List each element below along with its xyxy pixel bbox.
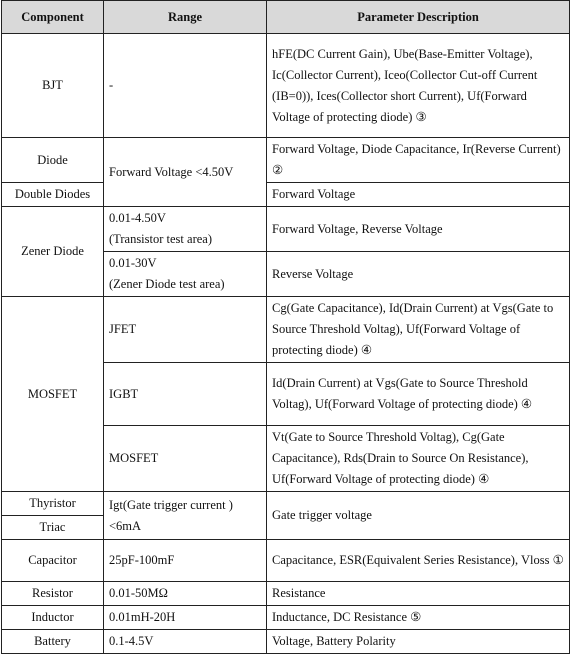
table-row (2, 207, 570, 252)
description-cell: Inductance, DC Resistance ⑤ (267, 606, 570, 630)
range-note: (Transistor test area) (109, 232, 212, 246)
description-cell: Cg(Gate Capacitance), Id(Drain Current) at Vgs(Gate to Source Threshold Voltag), Uf(Forward Voltage of protecting diode) ④ (267, 297, 570, 363)
header-component: Component (2, 1, 104, 34)
table-row (2, 540, 570, 582)
description-cell: Id(Drain Current) at Vgs(Gate to Source Threshold Voltag), Uf(Forward Voltage of protecting diode) ④ (267, 363, 570, 426)
description-cell: Forward Voltage, Diode Capacitance, Ir(Reverse Current) ② (267, 138, 570, 183)
component-cell: Double Diodes (2, 183, 104, 207)
range-cell: MOSFET (104, 426, 267, 492)
table-row (2, 183, 570, 207)
component-table (1, 0, 570, 654)
range-cell: IGBT (104, 363, 267, 426)
description-cell: Voltage, Battery Polarity (267, 630, 570, 654)
range-value: 0.01-4.50V (109, 211, 166, 225)
range-cell: Forward Voltage <4.50V (104, 138, 267, 207)
component-cell: Zener Diode (2, 207, 104, 297)
component-cell: Triac (2, 516, 104, 540)
table-row (2, 630, 570, 654)
component-cell: Battery (2, 630, 104, 654)
table-row (2, 138, 570, 183)
component-cell: BJT (2, 34, 104, 138)
description-cell: Gate trigger voltage (267, 492, 570, 540)
range-cell: Igt(Gate trigger current )<6mA (104, 492, 267, 540)
description-cell: Resistance (267, 582, 570, 606)
range-cell: JFET (104, 297, 267, 363)
description-cell: Capacitance, ESR(Equivalent Series Resistance), Vloss ① (267, 540, 570, 582)
table-row (2, 297, 570, 363)
table-row (2, 492, 570, 516)
table-row (2, 606, 570, 630)
component-cell: Inductor (2, 606, 104, 630)
range-cell: 0.01mH-20H (104, 606, 267, 630)
header-description: Parameter Description (267, 1, 570, 34)
description-cell: hFE(DC Current Gain), Ube(Base-Emitter Voltage), Ic(Collector Current), Iceo(Collector Cut-off Current (IB=0)), Ices(Collector short Current), Uf(Forward Voltage of protecting diode) ③ (267, 34, 570, 138)
range-cell: - (104, 34, 267, 138)
description-cell: Vt(Gate to Source Threshold Voltag), Cg(Gate Capacitance), Rds(Drain to Source On Resistance), Uf(Forward Voltage of protecting diode) ④ (267, 426, 570, 492)
range-cell: 25pF-100mF (104, 540, 267, 582)
range-cell: 0.1-4.5V (104, 630, 267, 654)
description-cell: Forward Voltage (267, 183, 570, 207)
component-cell: Diode (2, 138, 104, 183)
header-range: Range (104, 1, 267, 34)
component-cell: Resistor (2, 582, 104, 606)
table-row (2, 34, 570, 138)
component-cell: Capacitor (2, 540, 104, 582)
range-note: (Zener Diode test area) (109, 277, 225, 291)
range-value: 0.01-30V (109, 256, 157, 270)
range-cell (104, 207, 267, 252)
component-cell: Thyristor (2, 492, 104, 516)
range-cell (104, 252, 267, 297)
table-row (2, 582, 570, 606)
header-row (2, 1, 570, 34)
component-cell: MOSFET (2, 297, 104, 492)
description-cell: Forward Voltage, Reverse Voltage (267, 207, 570, 252)
description-cell: Reverse Voltage (267, 252, 570, 297)
range-cell: 0.01-50MΩ (104, 582, 267, 606)
